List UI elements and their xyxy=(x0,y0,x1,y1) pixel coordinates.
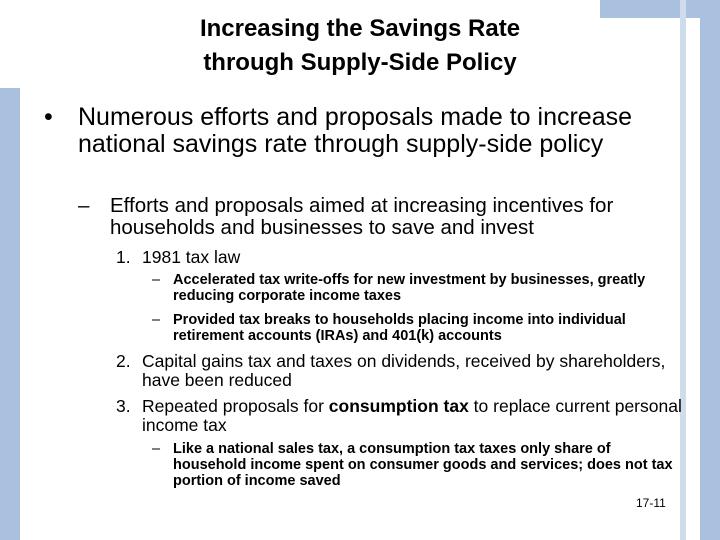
page-number: 17-11 xyxy=(636,496,666,510)
item-2-text: Capital gains tax and taxes on dividends, received by shareholders, have been reduced xyxy=(142,351,666,390)
title-line-1: Increasing the Savings Rate xyxy=(199,15,521,42)
item-1-sub-2-text: Provided tax breaks to households placing income into individual retirement accounts (IRAs) and 401(k) accounts xyxy=(173,312,626,344)
item-2-number: 2. xyxy=(116,351,131,371)
item-3-sub-1-text: Like a national sales tax, a consumption tax taxes only share of household income spent on consumer goods and services; does not tax portion of income saved xyxy=(173,441,673,489)
title-line-2: through Supply-Side Policy xyxy=(203,49,517,76)
item-3-sub-1-dash-icon: – xyxy=(152,441,161,457)
left-accent-bar xyxy=(0,88,20,540)
level1-bullet-icon: • xyxy=(44,103,53,131)
item-3-text xyxy=(142,397,682,435)
item-1-sub-1-dash-icon: – xyxy=(152,272,161,288)
level1-text: Numerous efforts and proposals made to increase national savings rate through supply-side policy xyxy=(78,103,633,158)
item-3-text-after: to replace current personal income tax xyxy=(142,396,682,435)
slide-title xyxy=(130,12,590,80)
item-1-sub-2-dash-icon: – xyxy=(152,312,161,328)
level2-dash-icon: – xyxy=(78,194,90,217)
item-3-text-bold: consumption tax xyxy=(328,396,469,416)
level2-text: Efforts and proposals aimed at increasing incentives for households and businesses to save and invest xyxy=(110,194,614,239)
right-accent-bar xyxy=(700,18,720,540)
top-right-accent-bar xyxy=(600,0,720,18)
item-1-sub-1-text: Accelerated tax write-offs for new investment by businesses, greatly reducing corporate income taxes xyxy=(173,272,646,304)
item-1-text: 1981 tax law xyxy=(142,247,241,267)
item-3-number: 3. xyxy=(116,396,131,416)
item-1-number: 1. xyxy=(116,247,131,267)
item-3-text-before: Repeated proposals for xyxy=(142,396,329,416)
